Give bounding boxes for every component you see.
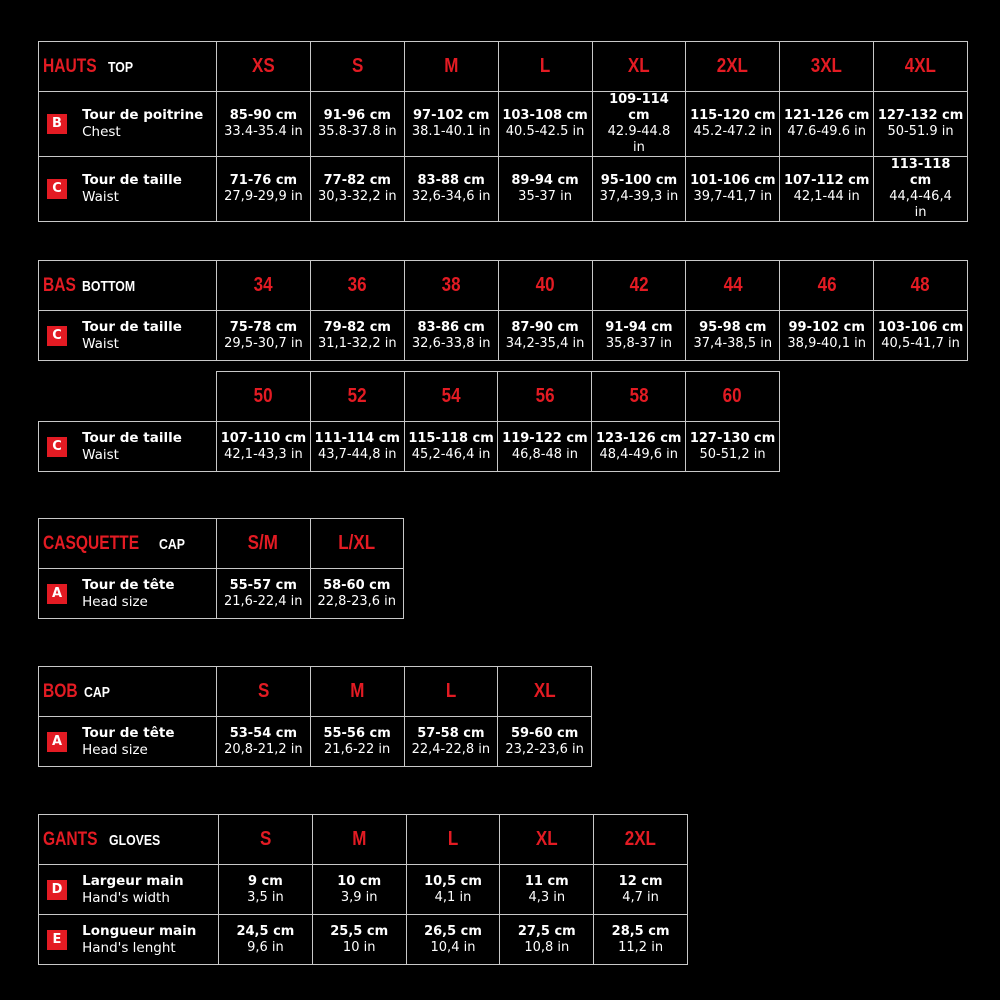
- measure-name-fr: Tour de tête: [82, 724, 175, 741]
- section-title-en: BOTTOM: [82, 277, 136, 295]
- size-header: 42: [592, 261, 686, 311]
- section-title-fr: GANTS: [43, 828, 98, 850]
- size-header: L: [498, 42, 592, 92]
- measure-label: [39, 157, 217, 222]
- size-header: 56: [498, 372, 592, 422]
- measure-name-fr: Tour de taille: [82, 429, 182, 446]
- size-value: 25,5 cm 10 in: [312, 915, 406, 965]
- size-value: 99-102 cm 38,9-40,1 in: [780, 311, 874, 361]
- measure-label: [39, 717, 217, 767]
- measure-letter-badge: C: [47, 326, 67, 346]
- size-value: 95-100 cm 37,4-39,3 in: [592, 157, 686, 222]
- size-value: 103-108 cm 40.5-42.5 in: [498, 92, 592, 157]
- size-value: 127-130 cm 50-51,2 in: [686, 422, 780, 472]
- size-header: S: [219, 815, 313, 865]
- size-header: L: [406, 815, 500, 865]
- bottoms-extended-size-table: [38, 371, 780, 472]
- measure-name-en: Waist: [82, 335, 119, 352]
- table-row: [39, 157, 968, 222]
- measure-name-fr: Tour de taille: [82, 318, 182, 335]
- size-value: 26,5 cm 10,4 in: [406, 915, 500, 965]
- size-header: S/M: [217, 519, 311, 569]
- size-value: 75-78 cm 29,5-30,7 in: [217, 311, 311, 361]
- measure-name-fr: Tour de poitrine: [82, 107, 204, 123]
- size-value: 59-60 cm 23,2-23,6 in: [498, 717, 592, 767]
- cap-size-table: [38, 518, 404, 619]
- size-value: 115-120 cm 45.2-47.2 in: [686, 92, 780, 157]
- size-header: 50: [217, 372, 311, 422]
- size-value: 115-118 cm 45,2-46,4 in: [404, 422, 498, 472]
- size-header: 2XL: [594, 815, 688, 865]
- table-row: [39, 717, 592, 767]
- size-value: 12 cm 4,7 in: [594, 865, 688, 915]
- size-header: 60: [686, 372, 780, 422]
- section-title-en: GLOVES: [108, 831, 160, 849]
- size-value: 9 cm 3,5 in: [219, 865, 313, 915]
- size-header: 38: [404, 261, 498, 311]
- size-header: XL: [500, 815, 594, 865]
- size-header: 52: [310, 372, 404, 422]
- blank-corner: [39, 372, 217, 422]
- bob-title: [39, 667, 217, 717]
- size-value: 10 cm 3,9 in: [312, 865, 406, 915]
- table-row: [39, 92, 968, 157]
- measure-label: [39, 422, 217, 472]
- measure-name-en: Hand's width: [82, 889, 170, 906]
- size-header: 58: [592, 372, 686, 422]
- size-value: 119-122 cm 46,8-48 in: [498, 422, 592, 472]
- size-value: 71-76 cm 27,9-29,9 in: [217, 157, 311, 222]
- section-title-en: CAP: [84, 683, 111, 701]
- measure-label: [39, 311, 217, 361]
- size-value: 53-54 cm 20,8-21,2 in: [217, 717, 311, 767]
- measure-name-fr: Largeur main: [82, 872, 184, 889]
- size-value: 121-126 cm 47.6-49.6 in: [780, 92, 874, 157]
- cap-title: [39, 519, 217, 569]
- size-value: 85-90 cm 33.4-35.4 in: [217, 92, 311, 157]
- measure-letter-badge: C: [47, 437, 67, 457]
- tops-title: [39, 42, 217, 92]
- section-title-fr: BOB: [43, 680, 78, 702]
- size-value: 97-102 cm 38.1-40.1 in: [404, 92, 498, 157]
- section-title-fr: CASQUETTE: [43, 532, 140, 554]
- size-value: 109-114 cm 42.9-44.8 in: [592, 92, 686, 157]
- size-value: 127-132 cm 50-51.9 in: [874, 92, 968, 157]
- bottoms-size-table: [38, 260, 968, 361]
- size-value: 107-112 cm 42,1-44 in: [780, 157, 874, 222]
- size-value: 101-106 cm 39,7-41,7 in: [686, 157, 780, 222]
- measure-name-en: Waist: [82, 446, 119, 463]
- size-value: 79-82 cm 31,1-32,2 in: [310, 311, 404, 361]
- size-value: 58-60 cm 22,8-23,6 in: [310, 569, 404, 619]
- measure-label: [39, 92, 217, 157]
- measure-name-fr: Longueur main: [82, 922, 197, 939]
- size-value: 91-96 cm 35.8-37.8 in: [310, 92, 404, 157]
- table-row: [39, 422, 780, 472]
- size-header: XL: [592, 42, 686, 92]
- size-value: 55-56 cm 21,6-22 in: [310, 717, 404, 767]
- size-header: 34: [217, 261, 311, 311]
- size-header: M: [312, 815, 406, 865]
- size-header: S: [310, 42, 404, 92]
- size-value: 87-90 cm 34,2-35,4 in: [498, 311, 592, 361]
- measure-name-en: Waist: [82, 189, 119, 205]
- size-header: L: [404, 667, 498, 717]
- size-value: 83-88 cm 32,6-34,6 in: [404, 157, 498, 222]
- table-row: [39, 865, 688, 915]
- size-value: 57-58 cm 22,4-22,8 in: [404, 717, 498, 767]
- measure-name-en: Chest: [82, 124, 121, 140]
- size-value: 83-86 cm 32,6-33,8 in: [404, 311, 498, 361]
- measure-letter-badge: A: [47, 584, 67, 604]
- size-value: 10,5 cm 4,1 in: [406, 865, 500, 915]
- table-row: [39, 311, 968, 361]
- bottoms-title: [39, 261, 217, 311]
- size-header: 46: [780, 261, 874, 311]
- size-value: 11 cm 4,3 in: [500, 865, 594, 915]
- bob-size-table: [38, 666, 592, 767]
- size-header: M: [310, 667, 404, 717]
- tops-size-table: [38, 41, 968, 222]
- size-header: M: [404, 42, 498, 92]
- size-header: 4XL: [874, 42, 968, 92]
- measure-letter-badge: A: [47, 732, 67, 752]
- measure-letter-badge: B: [47, 114, 67, 134]
- size-header: XS: [217, 42, 311, 92]
- size-value: 111-114 cm 43,7-44,8 in: [310, 422, 404, 472]
- measure-letter-badge: D: [47, 880, 67, 900]
- section-title-fr: BAS: [43, 274, 76, 296]
- table-row: [39, 569, 404, 619]
- size-value: 77-82 cm 30,3-32,2 in: [310, 157, 404, 222]
- size-header: 48: [874, 261, 968, 311]
- size-value: 95-98 cm 37,4-38,5 in: [686, 311, 780, 361]
- measure-name-en: Head size: [82, 593, 148, 610]
- size-value: 28,5 cm 11,2 in: [594, 915, 688, 965]
- size-header: 3XL: [780, 42, 874, 92]
- measure-name-en: Hand's lenght: [82, 939, 176, 956]
- measure-letter-badge: E: [47, 930, 67, 950]
- size-value: 24,5 cm 9,6 in: [219, 915, 313, 965]
- section-title-en: TOP: [107, 58, 133, 76]
- size-value: 27,5 cm 10,8 in: [500, 915, 594, 965]
- size-header: S: [217, 667, 311, 717]
- gloves-size-table: [38, 814, 688, 965]
- size-header: 40: [498, 261, 592, 311]
- measure-name-fr: Tour de tête: [82, 576, 175, 593]
- size-header: XL: [498, 667, 592, 717]
- measure-label: [39, 915, 219, 965]
- size-header: 2XL: [686, 42, 780, 92]
- size-value: 113-118 cm 44,4-46,4 in: [874, 157, 968, 222]
- section-title-fr: HAUTS: [43, 55, 97, 77]
- size-value: 89-94 cm 35-37 in: [498, 157, 592, 222]
- size-value: 91-94 cm 35,8-37 in: [592, 311, 686, 361]
- size-value: 55-57 cm 21,6-22,4 in: [217, 569, 311, 619]
- size-header: 36: [310, 261, 404, 311]
- size-value: 107-110 cm 42,1-43,3 in: [217, 422, 311, 472]
- size-header: 44: [686, 261, 780, 311]
- size-value: 123-126 cm 48,4-49,6 in: [592, 422, 686, 472]
- table-row: [39, 915, 688, 965]
- measure-label: [39, 865, 219, 915]
- section-title-en: CAP: [159, 535, 186, 553]
- size-header: 54: [404, 372, 498, 422]
- gloves-title: [39, 815, 219, 865]
- measure-label: [39, 569, 217, 619]
- measure-letter-badge: C: [47, 179, 67, 199]
- measure-name-en: Head size: [82, 741, 148, 758]
- measure-name-fr: Tour de taille: [82, 172, 182, 188]
- size-header: L/XL: [310, 519, 404, 569]
- size-value: 103-106 cm 40,5-41,7 in: [874, 311, 968, 361]
